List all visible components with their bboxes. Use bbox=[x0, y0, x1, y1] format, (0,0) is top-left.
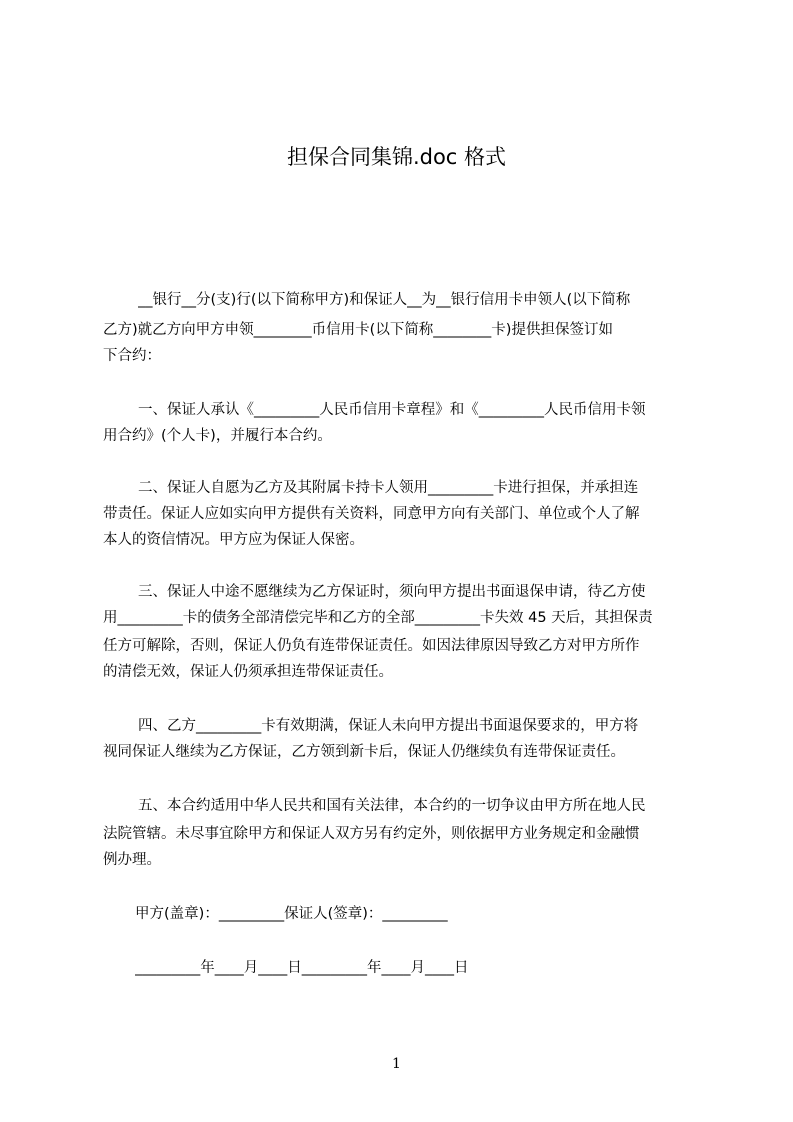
clause-3-line-1: 三、保证人中途不愿继续为乙方保证时，须向甲方提出书面退保申请，待乙方使 bbox=[138, 584, 646, 600]
clause-1-line-2: 用合约》(个人卡)，并履行本合约。 bbox=[103, 428, 332, 444]
preamble-line-1: __银行__分(支)行(以下简称甲方)和保证人__为__银行信用卡申领人(以下简称 bbox=[138, 292, 631, 308]
clause-2-line-2: 带责任。保证人应如实向甲方提供有关资料，同意甲方向有关部门、单位或个人了解 bbox=[103, 506, 640, 522]
signature-line: 甲方(盖章)：_________保证人(签章)：_________ bbox=[135, 906, 448, 922]
clause-1-line-1: 一、保证人承认《_________人民币信用卡章程》和《_________人民币信用卡领 bbox=[138, 402, 646, 418]
clause-3-line-4: 的清偿无效，保证人仍须承担连带保证责任。 bbox=[103, 664, 393, 680]
page-number: 1 bbox=[392, 1056, 401, 1072]
clause-5-line-2: 法院管辖。未尽事宜除甲方和保证人双方另有约定外，则依据甲方业务规定和金融惯 bbox=[103, 826, 640, 842]
preamble-line-3: 下合约： bbox=[103, 348, 161, 364]
clause-3-line-2: 用_________卡的债务全部清偿完毕和乙方的全部_________卡失效 45 天后，其担保责 bbox=[103, 610, 653, 626]
clause-4-line-1: 四、乙方_________卡有效期满，保证人未向甲方提出书面退保要求的，甲方将 bbox=[138, 718, 639, 734]
preamble-line-2: 乙方)就乙方向甲方申领________币信用卡(以下简称________卡)提供担保签订如 bbox=[103, 322, 613, 338]
clause-2-line-1: 二、保证人自愿为乙方及其附属卡持卡人领用_________卡进行担保，并承担连 bbox=[138, 480, 639, 496]
document-title: 担保合同集锦.doc 格式 bbox=[286, 145, 507, 169]
clause-5-line-3: 例办理。 bbox=[103, 852, 161, 868]
clause-5-line-1: 五、本合约适用中华人民共和国有关法律，本合约的一切争议由甲方所在地人民 bbox=[138, 798, 646, 814]
date-line: _________年____月____日_________年____月____日 bbox=[135, 960, 469, 976]
clause-2-line-3: 本人的资信情况。甲方应为保证人保密。 bbox=[103, 532, 364, 548]
clause-4-line-2: 视同保证人继续为乙方保证，乙方领到新卡后，保证人仍继续负有连带保证责任。 bbox=[103, 744, 625, 760]
clause-3-line-3: 任方可解除，否则，保证人仍负有连带保证责任。如因法律原因导致乙方对甲方所作 bbox=[103, 638, 640, 654]
